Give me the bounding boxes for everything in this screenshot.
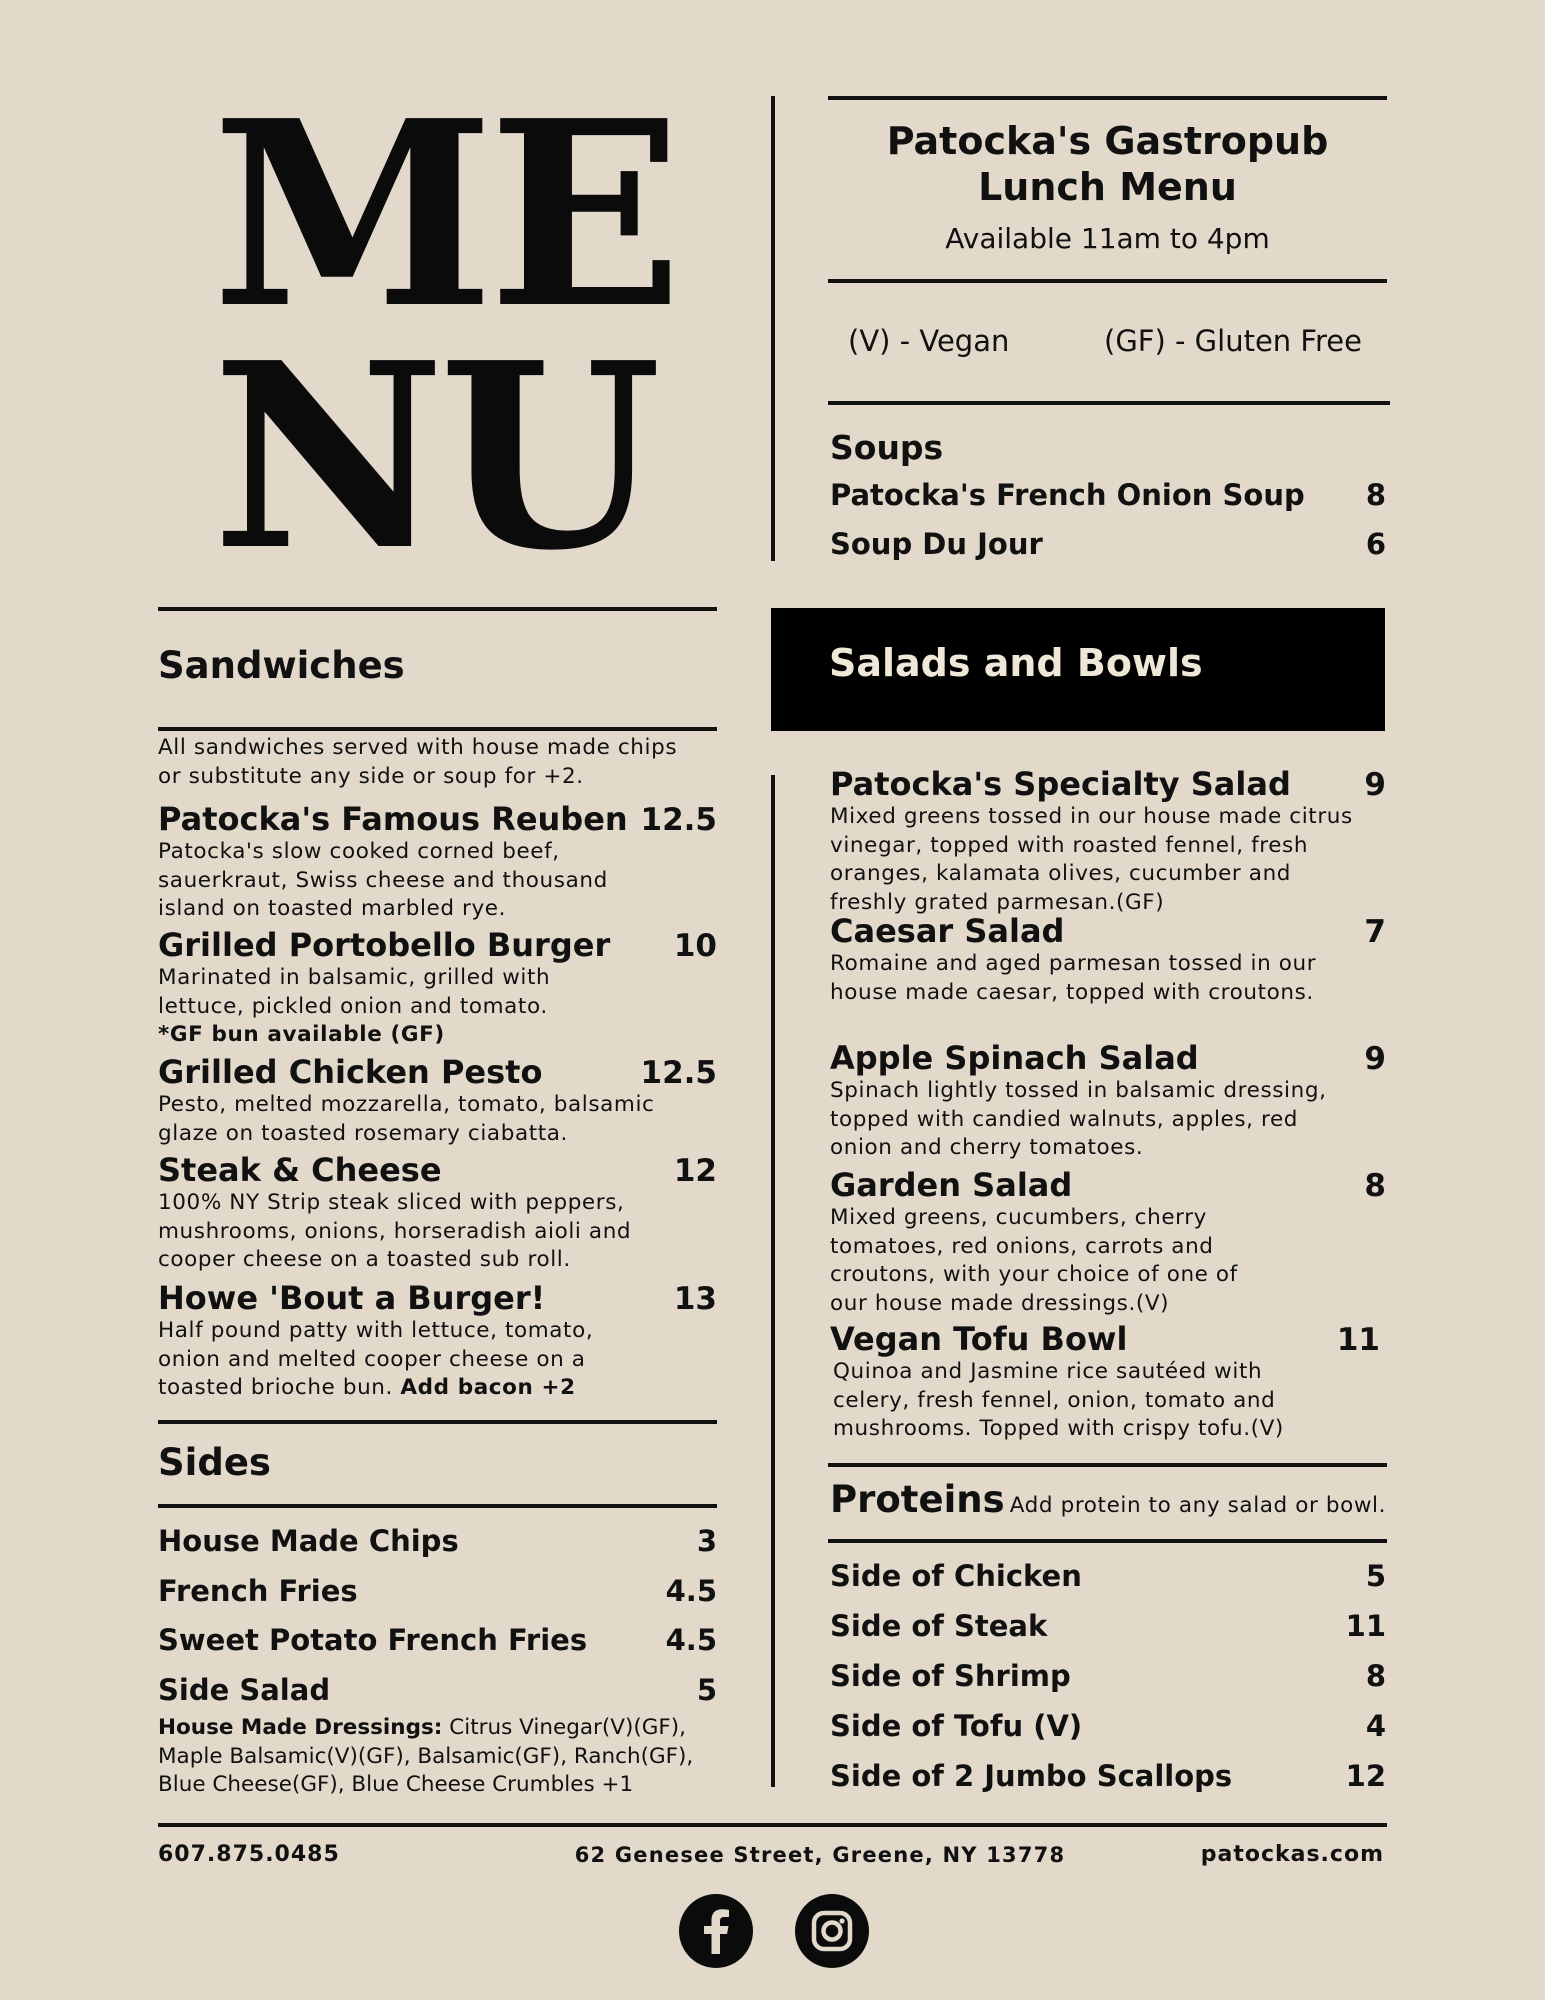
protein-row bbox=[830, 1609, 1386, 1643]
dressings-label: House Made Dressings: bbox=[158, 1715, 443, 1740]
sandwich-desc-text: Half pound patty with lettuce, tomato, onion and melted cooper cheese on a toasted brioche bun. bbox=[158, 1318, 594, 1400]
proteins-rule-bottom bbox=[828, 1539, 1387, 1543]
soup-price: 6 bbox=[1365, 527, 1386, 561]
side-row bbox=[158, 1574, 717, 1608]
side-name: Side Salad bbox=[158, 1673, 331, 1707]
sandwich-price: 12 bbox=[673, 1153, 717, 1189]
salad-name: Garden Salad bbox=[830, 1166, 1073, 1204]
salads-heading-band bbox=[771, 608, 1385, 731]
sandwich-name: Howe 'Bout a Burger! bbox=[158, 1279, 546, 1317]
salad-name: Caesar Salad bbox=[830, 912, 1065, 950]
protein-row bbox=[830, 1709, 1386, 1743]
salad-price: 7 bbox=[1364, 914, 1386, 950]
side-row bbox=[158, 1524, 717, 1558]
sandwich-extra: Add bacon +2 bbox=[400, 1375, 576, 1400]
facebook-glyph bbox=[679, 1894, 753, 1968]
footer-website[interactable]: patockas.com bbox=[1200, 1842, 1384, 1867]
salad-price: 9 bbox=[1364, 767, 1386, 803]
availability-text: Available 11am to 4pm bbox=[945, 222, 1270, 255]
dressings-text: Citrus Vinegar(V)(GF), Maple Balsamic(V)(GF), Balsamic(GF), Ranch(GF), Blue Cheese(GF), Blue Cheese Crumbles +1 bbox=[158, 1715, 694, 1797]
sandwich-price: 12.5 bbox=[640, 1055, 717, 1091]
protein-row bbox=[830, 1659, 1386, 1693]
soup-name: Patocka's French Onion Soup bbox=[830, 478, 1305, 512]
proteins-heading: Proteins bbox=[830, 1478, 1005, 1521]
side-price: 3 bbox=[696, 1524, 717, 1558]
salad-item bbox=[830, 759, 1386, 917]
side-name: Sweet Potato French Fries bbox=[158, 1623, 588, 1657]
sandwich-extra: *GF bun available (GF) bbox=[158, 1022, 445, 1047]
divider-vertical-top bbox=[771, 96, 775, 561]
soup-row bbox=[830, 527, 1386, 561]
soups-heading: Soups bbox=[830, 428, 944, 467]
protein-price: 5 bbox=[1365, 1559, 1386, 1593]
sandwich-item bbox=[158, 1279, 717, 1403]
title-line-1: Patocka's Gastropub bbox=[886, 119, 1329, 163]
protein-price: 11 bbox=[1345, 1609, 1386, 1643]
proteins-rule-top bbox=[828, 1463, 1387, 1467]
proteins-note: Add protein to any salad or bowl. bbox=[1009, 1493, 1387, 1518]
soup-name: Soup Du Jour bbox=[830, 527, 1043, 561]
header-rule-top bbox=[828, 96, 1387, 100]
sides-rule-top bbox=[158, 1420, 717, 1424]
divider-vertical-bottom bbox=[771, 775, 775, 1787]
sandwich-desc: Pesto, melted mozzarella, tomato, balsamic glaze on toasted rosemary ciabatta. bbox=[158, 1092, 655, 1146]
side-row bbox=[158, 1673, 717, 1707]
instagram-icon[interactable] bbox=[795, 1894, 869, 1968]
protein-name: Side of 2 Jumbo Scallops bbox=[830, 1759, 1233, 1793]
salad-item bbox=[830, 1320, 1386, 1444]
sandwich-name: Patocka's Famous Reuben bbox=[158, 800, 628, 838]
salad-desc: Spinach lightly tossed in balsamic dressing, topped with candied walnuts, apples, red onion and cherry tomatoes. bbox=[830, 1078, 1327, 1160]
sandwich-price: 10 bbox=[673, 928, 717, 964]
dressings-note bbox=[158, 1714, 738, 1800]
footer-rule bbox=[158, 1823, 1387, 1827]
sandwich-name: Steak & Cheese bbox=[158, 1151, 442, 1189]
salad-item bbox=[830, 1039, 1386, 1163]
header-rule-bottom bbox=[828, 279, 1387, 283]
soup-price: 8 bbox=[1365, 478, 1386, 512]
sandwich-desc bbox=[158, 1317, 648, 1403]
sandwiches-note: All sandwiches served with house made chips or substitute any side or soup for +2. bbox=[158, 735, 678, 789]
protein-price: 8 bbox=[1365, 1659, 1386, 1693]
sandwich-desc: Patocka's slow cooked corned beef, sauerkraut, Swiss cheese and thousand island on toasted marbled rye. bbox=[158, 839, 608, 921]
salad-desc: Mixed greens, cucumbers, cherry tomatoes, red onions, carrots and croutons, with your choice of one of our house made dressings.(V) bbox=[830, 1205, 1238, 1316]
protein-row bbox=[830, 1559, 1386, 1593]
sandwich-item bbox=[158, 800, 717, 924]
salad-price: 8 bbox=[1364, 1168, 1386, 1204]
side-row bbox=[158, 1623, 717, 1657]
sandwich-item bbox=[158, 1151, 717, 1275]
salad-desc: Romaine and aged parmesan tossed in our house made caesar, topped with croutons. bbox=[830, 951, 1317, 1005]
hero-me: ME bbox=[212, 66, 677, 365]
hero-nu: NU bbox=[212, 308, 656, 607]
salad-desc: Mixed greens tossed in our house made citrus vinegar, topped with roasted fennel, fresh oranges, kalamata olives, cucumber and freshly grated parmesan.(GF) bbox=[830, 804, 1353, 915]
protein-row bbox=[830, 1759, 1386, 1793]
salad-name: Patocka's Specialty Salad bbox=[830, 765, 1291, 803]
title-line-2: Lunch Menu bbox=[978, 165, 1237, 209]
footer-address: 62 Genesee Street, Greene, NY 13778 bbox=[574, 1843, 1066, 1867]
footer-phone[interactable]: 607.875.0485 bbox=[158, 1842, 340, 1867]
protein-name: Side of Steak bbox=[830, 1609, 1048, 1643]
salad-price: 11 bbox=[1336, 1322, 1380, 1358]
sandwich-name: Grilled Chicken Pesto bbox=[158, 1053, 543, 1091]
sandwich-item bbox=[158, 926, 717, 1050]
salad-item bbox=[830, 1166, 1386, 1318]
side-price: 5 bbox=[696, 1673, 717, 1707]
facebook-icon[interactable] bbox=[679, 1894, 753, 1968]
protein-price: 4 bbox=[1365, 1709, 1386, 1743]
salad-price: 9 bbox=[1364, 1041, 1386, 1077]
instagram-glyph bbox=[795, 1894, 869, 1968]
legend-rule bbox=[828, 401, 1390, 405]
salad-desc: Quinoa and Jasmine rice sautéed with celery, fresh fennel, onion, tomato and mushrooms. Topped with crispy tofu.(V) bbox=[833, 1359, 1284, 1441]
side-name: House Made Chips bbox=[158, 1524, 459, 1558]
side-name: French Fries bbox=[158, 1574, 358, 1608]
sandwich-item bbox=[158, 1053, 717, 1148]
proteins-header bbox=[830, 1478, 1386, 1521]
legend-vegan: (V) - Vegan bbox=[848, 324, 1010, 358]
sandwiches-heading: Sandwiches bbox=[158, 644, 405, 687]
salad-name: Vegan Tofu Bowl bbox=[830, 1320, 1128, 1358]
sides-heading: Sides bbox=[158, 1441, 271, 1484]
legend-gluten-free: (GF) - Gluten Free bbox=[1104, 324, 1362, 358]
side-price: 4.5 bbox=[665, 1574, 717, 1608]
side-price: 4.5 bbox=[665, 1623, 717, 1657]
restaurant-title bbox=[828, 118, 1387, 210]
protein-price: 12 bbox=[1345, 1759, 1386, 1793]
protein-name: Side of Tofu (V) bbox=[830, 1709, 1083, 1743]
sandwiches-rule-bottom bbox=[158, 727, 717, 731]
protein-name: Side of Shrimp bbox=[830, 1659, 1071, 1693]
sandwich-desc: Marinated in balsamic, grilled with lettuce, pickled onion and tomato. bbox=[158, 965, 551, 1019]
salad-item bbox=[830, 912, 1386, 1007]
sandwiches-rule-top bbox=[158, 607, 717, 611]
soup-row bbox=[830, 478, 1386, 512]
sandwich-price: 12.5 bbox=[640, 802, 717, 838]
sandwich-name: Grilled Portobello Burger bbox=[158, 926, 611, 964]
salad-name: Apple Spinach Salad bbox=[830, 1039, 1199, 1077]
sides-rule-bottom bbox=[158, 1504, 717, 1508]
protein-name: Side of Chicken bbox=[830, 1559, 1082, 1593]
sandwich-price: 13 bbox=[673, 1281, 717, 1317]
salads-heading: Salads and Bowls bbox=[829, 641, 1203, 685]
sandwich-desc: 100% NY Strip steak sliced with peppers, mushrooms, onions, horseradish aioli and cooper cheese on a toasted sub roll. bbox=[158, 1190, 632, 1272]
